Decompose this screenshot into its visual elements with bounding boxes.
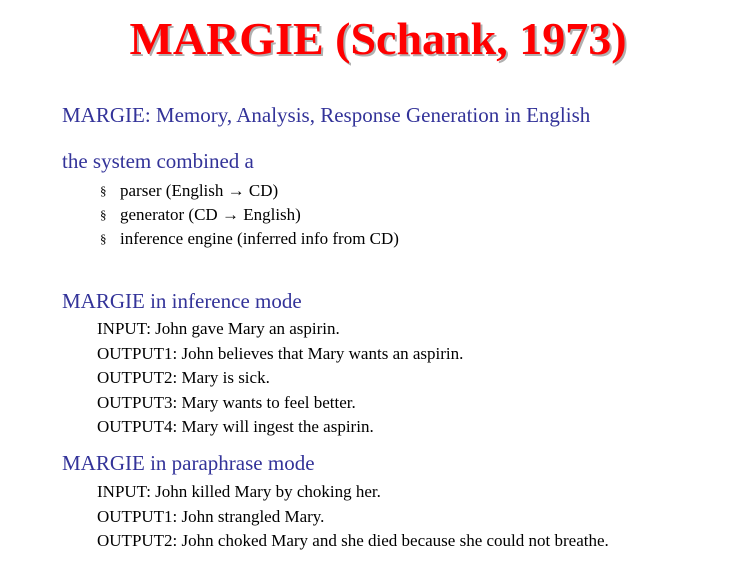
system-line: the system combined a <box>62 149 254 173</box>
list-item: OUTPUT2: Mary is sick. <box>97 368 270 387</box>
list-item <box>100 203 399 227</box>
paraphrase-heading: MARGIE in paraphrase mode <box>62 451 315 475</box>
list-item: INPUT: John killed Mary by choking her. <box>97 482 381 501</box>
list-item: OUTPUT3: Mary wants to feel better. <box>97 392 356 412</box>
bullet-icon: § <box>100 183 107 198</box>
list-item-text: inference engine (inferred info from CD) <box>120 229 399 248</box>
list-item: OUTPUT2: John choked Mary and she died because she could not breathe. <box>97 531 609 550</box>
list-item <box>100 179 399 203</box>
list-item-text: parser (English → CD) <box>120 181 279 200</box>
bullet-icon: § <box>100 231 107 246</box>
inference-lines <box>97 317 463 440</box>
component-list <box>100 179 399 251</box>
acronym-line: MARGIE: Memory, Analysis, Response Generation in English <box>62 103 591 127</box>
list-item: OUTPUT1: John strangled Mary. <box>97 506 325 526</box>
slide-title: MARGIE (Schank, 1973) <box>129 13 627 64</box>
paraphrase-lines <box>97 480 609 554</box>
list-item-text: generator (CD → English) <box>120 205 301 224</box>
inference-heading: MARGIE in inference mode <box>62 289 302 313</box>
list-item: OUTPUT1: John believes that Mary wants an aspirin. <box>97 343 464 363</box>
list-item: INPUT: John gave Mary an aspirin. <box>97 319 340 338</box>
list-item: OUTPUT4: Mary will ingest the aspirin. <box>97 417 374 436</box>
list-item <box>100 227 399 251</box>
bullet-icon: § <box>100 207 107 222</box>
